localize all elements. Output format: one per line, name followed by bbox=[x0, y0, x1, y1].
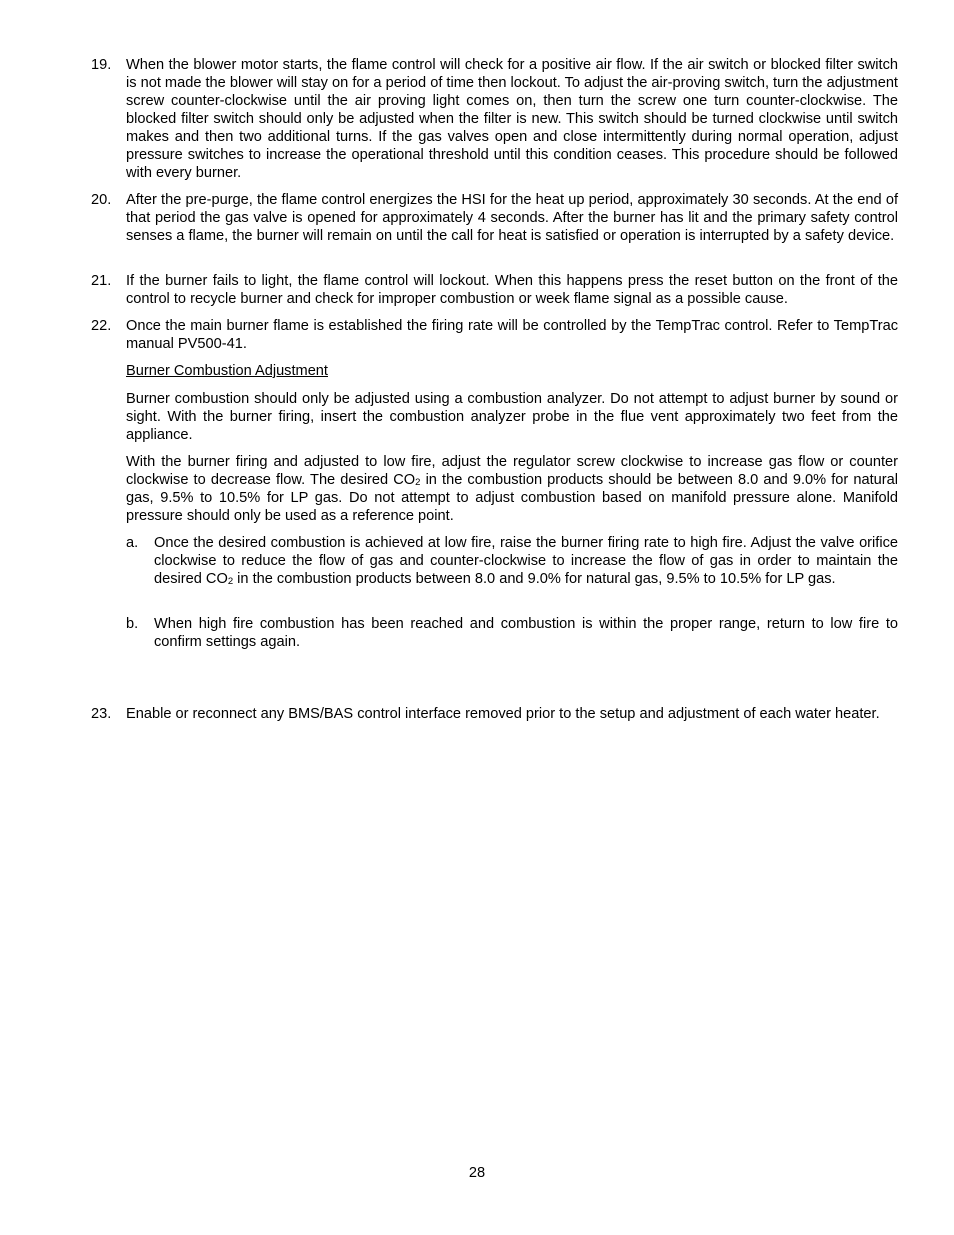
item-text: If the burner fails to light, the flame control will lockout. When this happens press the reset button on the front of the control to recycle burner and check for improper combustion or week flame signal as a possible cause. bbox=[126, 273, 898, 307]
sub-item-text-after: in the combustion products between 8.0 and 9.0% for natural gas, 9.5% to 10.5% for LP gas. bbox=[233, 571, 836, 587]
paragraph-text-before: With the burner firing and adjusted to low fire, adjust the regulator screw clockwise to increase gas flow or counter clockwise to decrease flow. The desired CO bbox=[126, 454, 898, 488]
paragraph-low-fire bbox=[126, 453, 898, 525]
subscript: 2 bbox=[227, 576, 234, 587]
sub-item-text: When high fire combustion has been reached and combustion is within the proper range, return to low fire to confirm settings again. bbox=[154, 616, 898, 650]
paragraph-combustion-intro: Burner combustion should only be adjusted using a combustion analyzer. Do not attempt to adjust burner by sound or sight. With the burner firing, insert the combustion analyzer probe in the flue vent approximately two feet from the appliance. bbox=[126, 391, 898, 443]
sub-item-text-before: Once the desired combustion is achieved at low fire, raise the burner firing rate to high fire. Adjust the valve orifice clockwise to reduce the flow of gas and counter-clockwise to increase the flow of gas in order to maintain the desired CO bbox=[154, 535, 898, 587]
item-text: Once the main burner flame is established the firing rate will be controlled by the TempTrac control. Refer to TempTrac manual PV500-41. bbox=[126, 318, 898, 352]
item-number: 22. bbox=[91, 318, 112, 334]
item-text: After the pre-purge, the flame control energizes the HSI for the heat up period, approximately 30 seconds. At the end of that period the gas valve is opened for approximately 4 seconds. After the burner has lit and the primary safety control senses a flame, the burner will remain on until the call for heat is satisfied or operation is interrupted by a safety device. bbox=[126, 192, 898, 244]
sub-item-letter: b. bbox=[126, 616, 139, 632]
item-number: 21. bbox=[91, 273, 112, 289]
sub-item-a bbox=[126, 534, 898, 588]
list-item-23 bbox=[91, 705, 898, 723]
subscript: 2 bbox=[415, 477, 421, 488]
item-text: Enable or reconnect any BMS/BAS control interface removed prior to the setup and adjustment of each water heater. bbox=[126, 706, 880, 722]
item-number: 20. bbox=[91, 192, 112, 208]
sub-item-b bbox=[126, 615, 898, 651]
item-number: 19. bbox=[91, 57, 112, 73]
list-item-21 bbox=[91, 272, 898, 308]
section-heading: Burner Combustion Adjustment bbox=[126, 363, 328, 379]
paragraph-text-after: in the combustion products should be between 8.0 and 9.0% for natural gas, 9.5% to 10.5% for LP gas. Do not attempt to adjust combustion based on manifold pressure alone. Manifold pressure should only be used as a reference point. bbox=[126, 472, 898, 524]
list-item-19 bbox=[91, 56, 898, 182]
sub-item-text bbox=[154, 534, 898, 588]
page-number: 28 bbox=[468, 1165, 486, 1181]
list-item-20 bbox=[91, 191, 898, 245]
list-item-22 bbox=[91, 317, 898, 353]
item-text: When the blower motor starts, the flame control will check for a positive air flow. If the air switch or blocked filter switch is not made the blower will stay on for a period of time then lockout. To adjust the air-proving switch, turn the adjustment screw counter-clockwise until the air proving light comes on, then turn the screw one turn counter-clockwise. The blocked filter switch should only be adjusted when the filter is new. This switch should be turned clockwise until switch makes and then two additional turns. If the gas valves open and close intermittently during normal operation, adjust pressure switches to increase the operational threshold until this condition ceases. This procedure should be followed with every burner. bbox=[126, 57, 898, 181]
item-number: 23. bbox=[91, 706, 112, 722]
sub-item-letter: a. bbox=[126, 535, 139, 551]
